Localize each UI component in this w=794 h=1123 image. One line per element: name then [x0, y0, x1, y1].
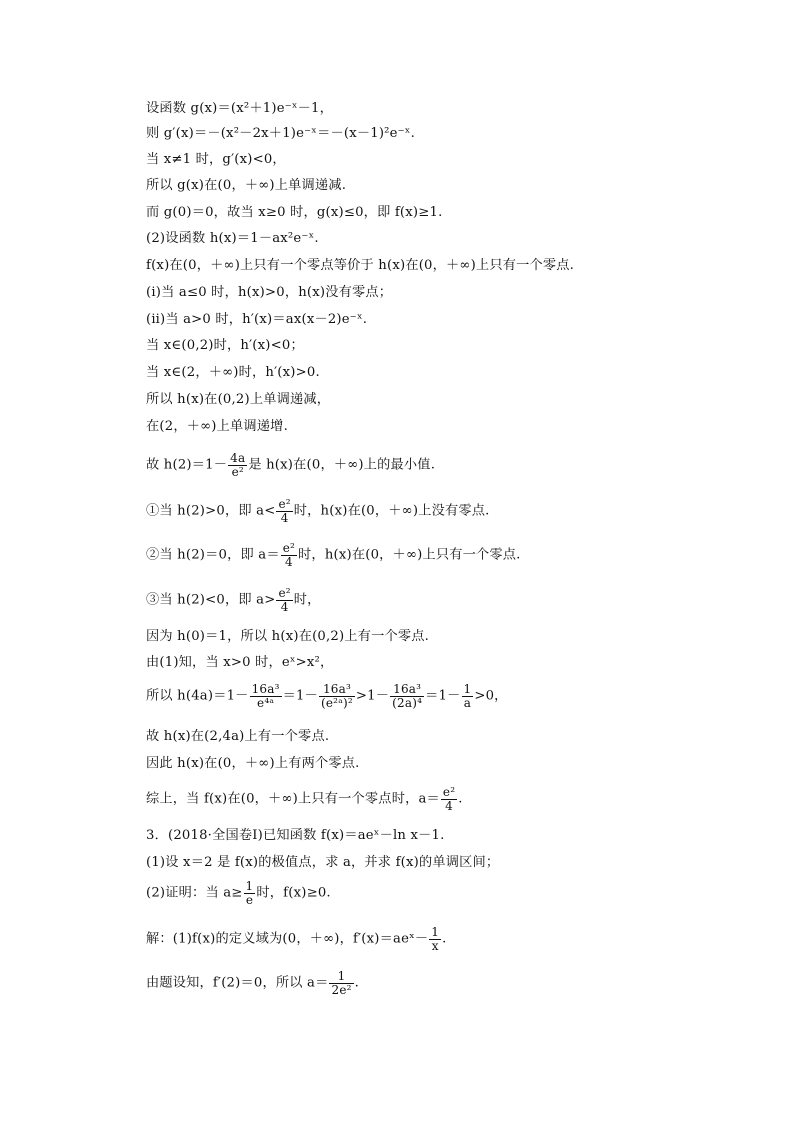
denominator: 4 — [280, 599, 289, 614]
text-line: 当 x∈(0,2)时，h′(x)<0； — [146, 338, 304, 353]
denominator: e — [245, 892, 254, 907]
formula-line — [146, 970, 359, 996]
text-segment: 时，h(x)在(0，＋∞)上只有一个零点. — [298, 547, 521, 563]
numerator: 16a³ — [390, 683, 424, 697]
numerator: e² — [278, 497, 291, 511]
fraction — [462, 683, 474, 709]
text-line: 所以 g(x)在(0，＋∞)上单调递减. — [146, 178, 347, 193]
fraction — [441, 786, 457, 812]
numerator: e² — [278, 586, 291, 600]
text-line: 由(1)知，当 x>0 时，eˣ>x²， — [146, 655, 334, 670]
text-line: 当 x≠1 时，g′(x)<0， — [146, 152, 286, 167]
text-segment: 时，f(x)≥0. — [256, 885, 331, 901]
text-line: (2)设函数 h(x)＝1－ax²e⁻ˣ. — [146, 231, 319, 246]
fraction — [276, 498, 292, 524]
denominator: e² — [231, 464, 244, 479]
numerator: 1 — [245, 879, 254, 893]
text-segment: 是 h(x)在(0，＋∞)上的最小值. — [248, 457, 436, 473]
formula-line — [146, 452, 435, 478]
denominator: (e²ᵃ)² — [321, 695, 353, 710]
text-segment: ①当 h(2)>0，即 a< — [146, 503, 276, 519]
numerator: 1 — [431, 925, 440, 939]
denominator: e⁴ᵃ — [257, 695, 275, 710]
fraction — [281, 542, 297, 568]
fraction — [244, 880, 256, 906]
fraction — [429, 926, 441, 952]
text-line: 所以 h(x)在(0,2)上单调递减， — [146, 392, 331, 407]
denominator: x — [431, 938, 439, 953]
text-line: (ⅱ)当 a>0 时，h′(x)＝ax(x－2)e⁻ˣ. — [146, 312, 368, 327]
numerator: e² — [442, 785, 456, 799]
text-line: 因此 h(x)在(0，＋∞)上有两个零点. — [146, 756, 360, 771]
formula-line — [146, 683, 508, 709]
denominator: 2e² — [331, 982, 352, 997]
text-segment: (2)证明：当 a≥ — [146, 885, 243, 901]
formula-line — [146, 542, 521, 568]
text-line: (ⅰ)当 a≤0 时，h(x)>0，h(x)没有零点； — [146, 285, 393, 300]
fraction — [276, 587, 292, 613]
fraction — [390, 683, 424, 709]
formula-line — [146, 587, 321, 613]
text-segment: 解：(1)f(x)的定义域为(0，＋∞)，f′(x)＝aeˣ－ — [146, 931, 429, 947]
text-segment: ＝1－ — [425, 688, 461, 704]
text-line: 在(2，＋∞)上单调递增. — [146, 419, 288, 434]
text-line: f(x)在(0，＋∞)上只有一个零点等价于 h(x)在(0，＋∞)上只有一个零点. — [146, 258, 575, 273]
text-segment: >0， — [474, 688, 508, 704]
text-line: 当 x∈(2，＋∞)时，h′(x)>0. — [146, 365, 320, 380]
text-segment: >1－ — [355, 688, 390, 704]
fraction — [250, 683, 282, 709]
problem-heading: 3．(2018·全国卷Ⅰ)已知函数 f(x)＝aeˣ－ln x－1. — [146, 828, 445, 843]
text-segment: 故 h(2)＝1－ — [146, 457, 228, 473]
numerator: e² — [282, 541, 296, 555]
text-segment: 时， — [293, 592, 321, 608]
formula-line — [146, 786, 463, 812]
formula-line — [146, 498, 490, 524]
text-segment: 综上，当 f(x)在(0，＋∞)上只有一个零点时，a＝ — [146, 791, 440, 807]
text-line: 因为 h(0)＝1，所以 h(x)在(0,2)上有一个零点. — [146, 629, 430, 644]
text-line: 则 g′(x)＝－(x²－2x＋1)e⁻ˣ＝－(x－1)²e⁻ˣ. — [146, 126, 415, 141]
fraction — [228, 452, 247, 478]
text-segment: . — [458, 791, 463, 807]
text-segment: 由题设知，f′(2)＝0，所以 a＝ — [146, 975, 329, 991]
denominator: 4 — [284, 554, 293, 569]
numerator: 1 — [463, 682, 472, 696]
formula-line — [146, 926, 447, 952]
denominator: 4 — [280, 510, 289, 525]
text-segment: ②当 h(2)＝0，即 a＝ — [146, 547, 280, 563]
denominator: (2a)⁴ — [392, 695, 423, 710]
text-segment: . — [442, 931, 447, 947]
text-line: 设函数 g(x)＝(x²＋1)e⁻ˣ－1， — [146, 101, 334, 116]
numerator: 16a³ — [251, 682, 280, 696]
denominator: a — [463, 695, 472, 710]
numerator: 4a — [230, 451, 246, 465]
text-line: 故 h(x)在(2,4a)上有一个零点. — [146, 729, 330, 744]
text-segment: . — [354, 975, 360, 991]
fraction — [319, 683, 355, 709]
text-segment: 所以 h(4a)＝1－ — [146, 688, 249, 704]
denominator: 4 — [445, 798, 453, 813]
numerator: 1 — [329, 970, 353, 984]
text-line: (1)设 x＝2 是 f(x)的极值点，求 a，并求 f(x)的单调区间； — [146, 855, 500, 870]
numerator: 16a³ — [319, 683, 355, 697]
text-segment: ＝1－ — [282, 688, 318, 704]
text-segment: 时，h(x)在(0，＋∞)上没有零点. — [293, 503, 490, 519]
text-segment: ③当 h(2)<0，即 a> — [146, 592, 276, 608]
fraction — [329, 970, 353, 996]
formula-line — [146, 880, 331, 906]
text-line: 而 g(0)＝0，故当 x≥0 时，g(x)≤0，即 f(x)≥1. — [146, 205, 443, 220]
